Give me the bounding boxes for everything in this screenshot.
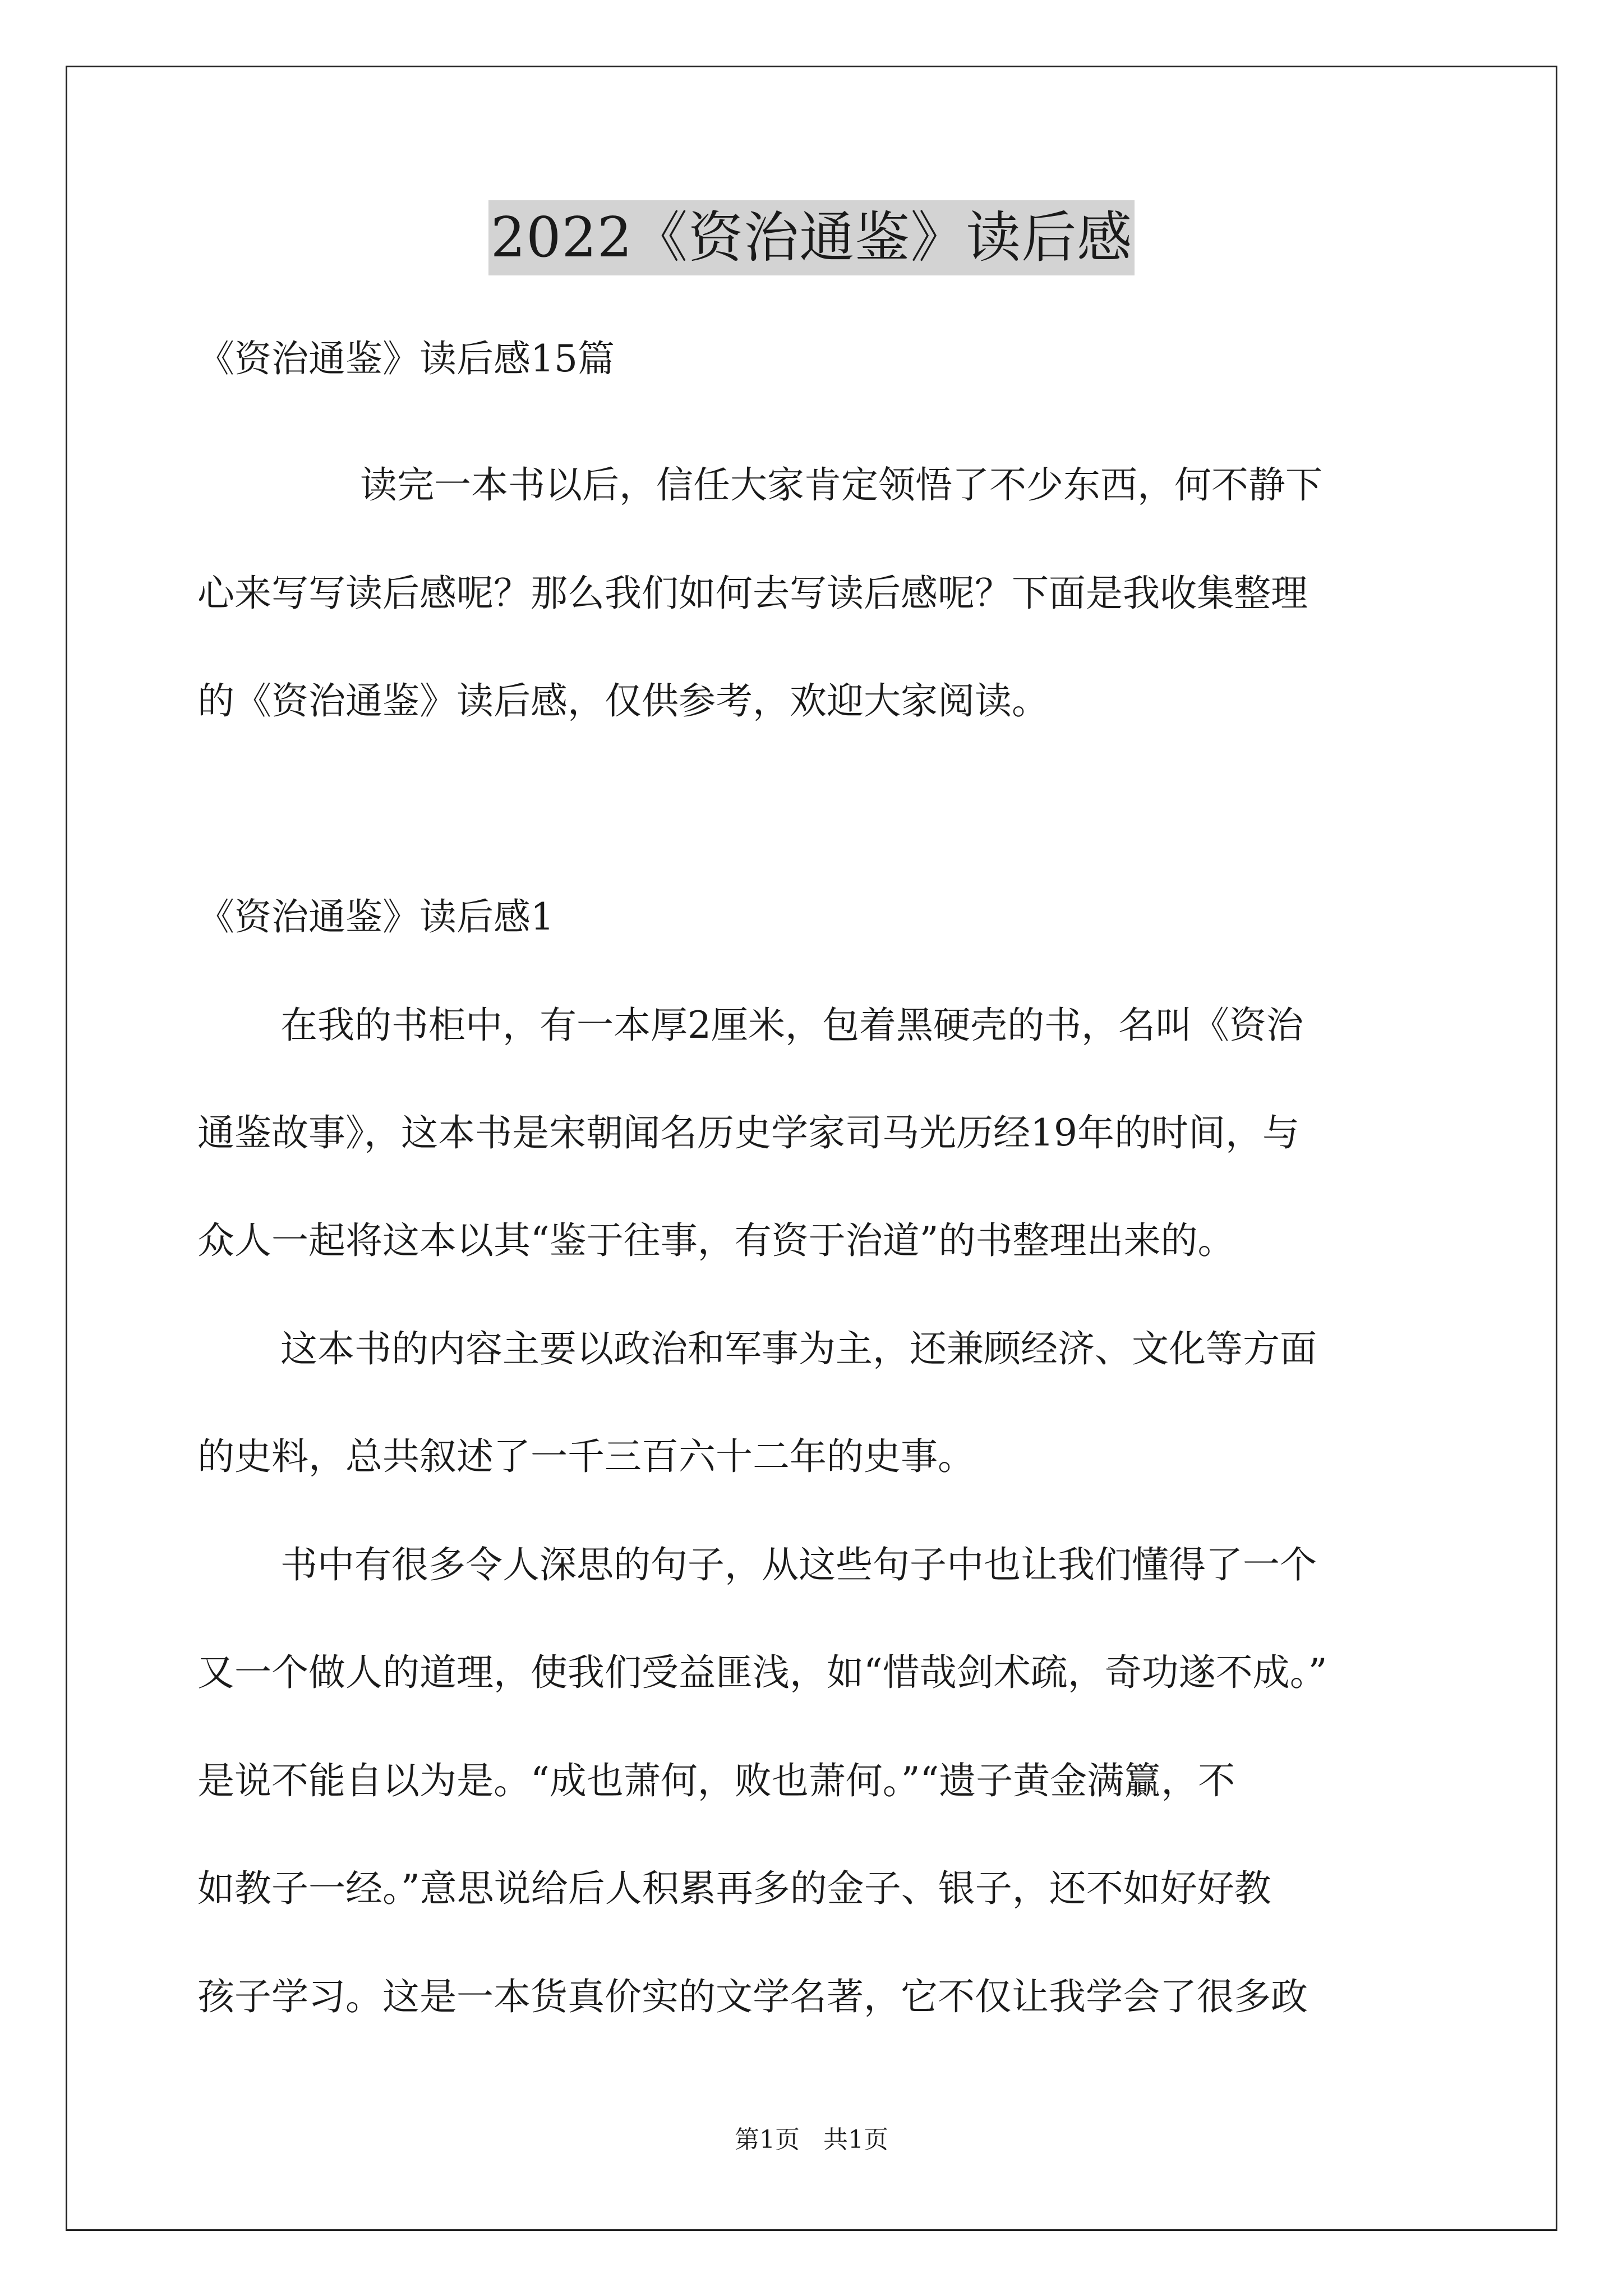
paragraph3-line-1: 书中有很多令人深思的句子，从这些句子中也让我们懂得了一个 xyxy=(280,1543,1317,1586)
paragraph1-line-3: 众人一起将这本以其“鉴于往事，有资于治道”的书整理出来的。 xyxy=(197,1219,1235,1262)
paragraph2-line-2: 的史料，总共叙述了一千三百六十二年的史事。 xyxy=(197,1435,975,1478)
intro-line-2: 心来写写读后感呢？那么我们如何去写读后感呢？下面是我收集整理 xyxy=(197,572,1308,615)
paragraph3-line-5: 孩子学习。这是一本货真价实的文学名著，它不仅让我学会了很多政 xyxy=(197,1975,1308,2018)
section-heading: 《资治通鉴》读后感1 xyxy=(197,895,554,938)
page-total: 共1页 xyxy=(823,2125,888,2154)
intro-line-1: 读完一本书以后，信任大家肯定领悟了不少东西，何不静下 xyxy=(360,463,1322,507)
paragraph3-line-4: 如教子一经。”意思说给后人积累再多的金子、银子，还不如好好教 xyxy=(197,1867,1271,1910)
document-subtitle: 《资治通鉴》读后感15篇 xyxy=(197,337,615,380)
paragraph1-line-2: 通鉴故事》，这本书是宋朝闻名历史学家司马光历经19年的时间，与 xyxy=(197,1111,1299,1154)
title-container xyxy=(0,200,1623,275)
document-title: 2022《资治通鉴》读后感 xyxy=(488,200,1135,275)
paragraph2-line-1: 这本书的内容主要以政治和军事为主，还兼顾经济、文化等方面 xyxy=(280,1327,1317,1370)
page-number: 第1页 xyxy=(735,2125,800,2154)
paragraph1-line-1: 在我的书柜中，有一本厚2厘米，包着黑硬壳的书，名叫《资治 xyxy=(280,1004,1303,1047)
paragraph3-line-2: 又一个做人的道理，使我们受益匪浅，如“惜哉剑术疏，奇功遂不成。” xyxy=(197,1651,1327,1694)
paragraph3-line-3: 是说不能自以为是。“成也萧何，败也萧何。”“遗子黄金满籯，不 xyxy=(197,1759,1235,1802)
page-footer xyxy=(0,2123,1623,2157)
intro-line-3: 的《资治通鉴》读后感，仅供参考，欢迎大家阅读。 xyxy=(197,679,1049,723)
